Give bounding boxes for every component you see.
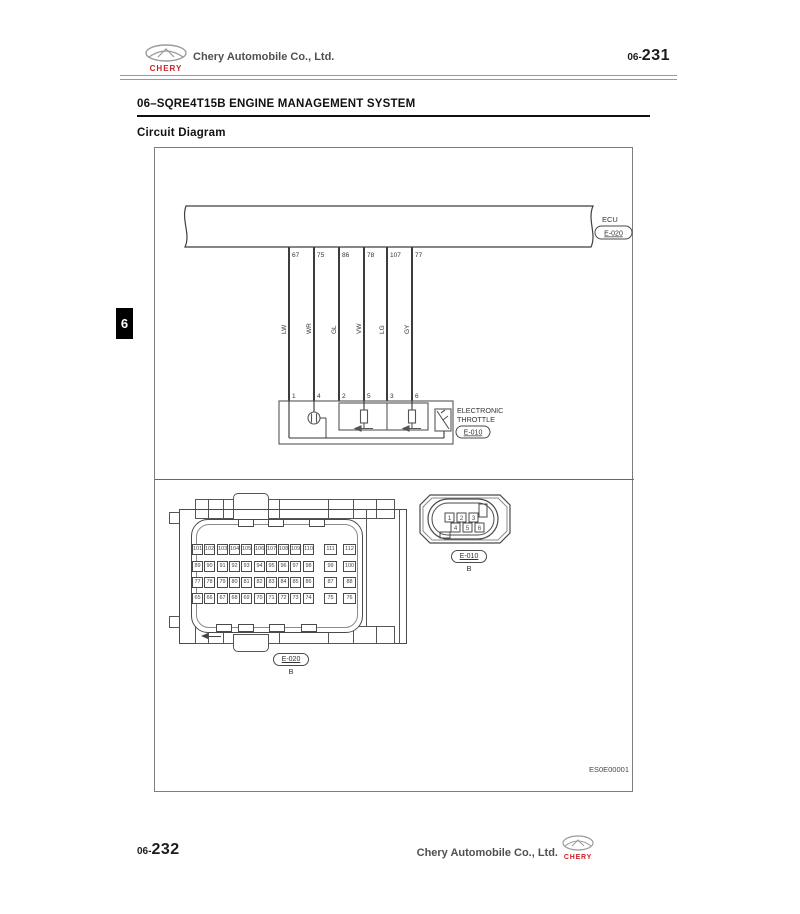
orientation-arrowhead-icon bbox=[201, 633, 208, 639]
footer-page-number bbox=[137, 841, 180, 859]
chery-logo bbox=[143, 44, 189, 74]
wire-color-label: GL bbox=[331, 325, 338, 334]
throttle-connector-pin-number: 6 bbox=[477, 526, 482, 532]
connector-pin-cell: 105 bbox=[241, 544, 252, 555]
section-title-rule bbox=[137, 115, 650, 117]
wire-color-label: VW bbox=[356, 323, 363, 334]
connector-pin-cell: 100 bbox=[343, 561, 356, 572]
connector-pin-cell: 104 bbox=[229, 544, 240, 555]
throttle-pin-number: 4 bbox=[317, 393, 321, 400]
section-title: 06–SQRE4T15B ENGINE MANAGEMENT SYSTEM bbox=[137, 98, 416, 110]
logo-wordmark: CHERY bbox=[149, 64, 183, 73]
throttle-connector-pin-number: 3 bbox=[471, 516, 476, 522]
logo-a-icon bbox=[158, 49, 174, 57]
drawing-code: ES0E00001 bbox=[588, 765, 629, 774]
throttle-connector-pins bbox=[445, 513, 484, 532]
connector-pin-cell: 75 bbox=[324, 593, 337, 604]
connector-pin-cell: 110 bbox=[303, 544, 314, 555]
connector-pin-cell: 92 bbox=[229, 561, 240, 572]
wire-color-label: WR bbox=[306, 323, 313, 334]
ecu-pin-number: 67 bbox=[292, 252, 300, 259]
logo-wordmark: CHERY bbox=[563, 854, 593, 861]
motor-symbol-icon bbox=[308, 412, 320, 424]
throttle-connector-variant: B bbox=[466, 564, 472, 573]
diagram-section-divider bbox=[155, 479, 634, 480]
connector-pin-cell: 111 bbox=[324, 544, 337, 555]
orientation-arrow-icon bbox=[207, 636, 221, 637]
ecu-connector-badge: E-020 bbox=[604, 230, 623, 238]
header-page-prefix: 06- bbox=[627, 52, 642, 63]
connector-pin-cell: 82 bbox=[254, 577, 265, 588]
ecu-label: ECU bbox=[602, 215, 618, 224]
logo-wing-icon bbox=[565, 841, 591, 846]
connector-pin-cell: 89 bbox=[192, 561, 203, 572]
connector-pin-cell: 78 bbox=[204, 577, 215, 588]
throttle-connector-ref-badge: E-010 bbox=[451, 550, 487, 563]
connector-pin-cell: 101 bbox=[192, 544, 203, 555]
throttle-label-line2: THROTTLE bbox=[457, 415, 495, 424]
connector-pin-cell: 109 bbox=[290, 544, 301, 555]
ecu-pin-number: 75 bbox=[317, 252, 325, 259]
throttle-connector-pin-number: 2 bbox=[459, 516, 464, 522]
footer-page-prefix: 06- bbox=[137, 846, 152, 857]
ecu-pin-number: 77 bbox=[415, 252, 423, 259]
connector-pin-cell: 85 bbox=[290, 577, 301, 588]
connector-pin-cell: 91 bbox=[217, 561, 228, 572]
connector-pin-cell: 73 bbox=[290, 593, 301, 604]
connector-pin-cell: 98 bbox=[303, 561, 314, 572]
footer-chery-logo bbox=[561, 835, 595, 863]
ecu-pin-number: 86 bbox=[342, 252, 350, 259]
connector-pin-cell: 81 bbox=[241, 577, 252, 588]
connector-pin-cell: 65 bbox=[192, 593, 203, 604]
connector-pin-cell: 83 bbox=[266, 577, 277, 588]
ecu-pin-number: 78 bbox=[367, 252, 375, 259]
throttle-pin-number: 5 bbox=[367, 393, 371, 400]
ecu-band-shape bbox=[185, 206, 593, 247]
ecu-connector-variant: B bbox=[288, 667, 294, 676]
wiring-schematic bbox=[155, 148, 634, 479]
connector-pin-cell: 103 bbox=[217, 544, 228, 555]
connector-pin-cell: 66 bbox=[204, 593, 215, 604]
throttle-connector-key-tab bbox=[479, 504, 487, 517]
throttle-pin-number: 2 bbox=[342, 393, 346, 400]
connector-pin-cell: 96 bbox=[278, 561, 289, 572]
ecu-pin-number: 107 bbox=[390, 252, 401, 259]
footer-page-num: 232 bbox=[151, 841, 180, 858]
chapter-side-tab: 6 bbox=[116, 308, 133, 339]
connector-pin-cell: 77 bbox=[192, 577, 203, 588]
throttle-pin-number: 6 bbox=[415, 393, 419, 400]
header-divider bbox=[120, 75, 677, 80]
throttle-sensor-box bbox=[339, 403, 428, 430]
circuit-diagram-frame bbox=[154, 147, 633, 792]
ecu-connector-ref-badge: E-020 bbox=[273, 653, 309, 666]
connector-pin-cell: 74 bbox=[303, 593, 314, 604]
potentiometer-2-icon bbox=[409, 410, 416, 423]
connector-pin-cell: 102 bbox=[204, 544, 215, 555]
throttle-connector-pin-number: 5 bbox=[465, 526, 470, 532]
logo-wing-icon bbox=[149, 51, 183, 57]
logo-ellipse-icon bbox=[563, 836, 593, 850]
connector-pin-cell: 76 bbox=[343, 593, 356, 604]
connector-pin-cell: 93 bbox=[241, 561, 252, 572]
header-company: Chery Automobile Co., Ltd. bbox=[193, 51, 335, 63]
throttle-box-group bbox=[279, 401, 453, 444]
footer-company: Chery Automobile Co., Ltd. bbox=[416, 847, 558, 859]
circuit-diagram-heading: Circuit Diagram bbox=[137, 127, 226, 139]
connector-pin-cell: 90 bbox=[204, 561, 215, 572]
connector-pin-cell: 95 bbox=[266, 561, 277, 572]
header-page-number bbox=[560, 47, 670, 65]
throttle-label-line1: ELECTRONIC bbox=[457, 406, 504, 415]
wires-layer bbox=[281, 248, 423, 402]
wire-color-label: LG bbox=[379, 325, 386, 334]
connector-pin-cell: 87 bbox=[324, 577, 337, 588]
connector-pin-cell: 112 bbox=[343, 544, 356, 555]
connector-pin-cell: 79 bbox=[217, 577, 228, 588]
connector-pin-cell: 86 bbox=[303, 577, 314, 588]
connector-pin-cell: 67 bbox=[217, 593, 228, 604]
ecu-connector-bottom-latch bbox=[233, 634, 269, 652]
wire-color-label: LW bbox=[281, 324, 288, 334]
connector-pin-cell: 70 bbox=[254, 593, 265, 604]
throttle-connector-pin-number: 4 bbox=[453, 526, 458, 532]
connector-pin-cell: 72 bbox=[278, 593, 289, 604]
header-page-num: 231 bbox=[641, 47, 670, 64]
logo-ellipse-icon bbox=[146, 45, 186, 61]
connector-pin-cell: 106 bbox=[254, 544, 265, 555]
throttle-connector-view bbox=[413, 488, 517, 550]
connector-pin-cell: 84 bbox=[278, 577, 289, 588]
wire-color-label: GY bbox=[404, 324, 411, 334]
connector-pin-cell: 99 bbox=[324, 561, 337, 572]
ecu-connector-shell-inner bbox=[196, 524, 358, 628]
throttle-connector-badge: E-010 bbox=[463, 429, 483, 437]
connector-pin-cell: 80 bbox=[229, 577, 240, 588]
connector-pin-cell: 97 bbox=[290, 561, 301, 572]
connector-pin-cell: 108 bbox=[278, 544, 289, 555]
throttle-pin-number: 1 bbox=[292, 393, 296, 400]
potentiometer-1-icon bbox=[361, 410, 368, 423]
connector-pin-cell: 94 bbox=[254, 561, 265, 572]
throttle-pin-number: 3 bbox=[390, 393, 394, 400]
connector-pin-cell: 71 bbox=[266, 593, 277, 604]
connector-pin-cell: 88 bbox=[343, 577, 356, 588]
connector-pin-cell: 69 bbox=[241, 593, 252, 604]
throttle-connector-pin-number: 1 bbox=[447, 516, 452, 522]
connector-pin-cell: 68 bbox=[229, 593, 240, 604]
connector-pin-cell: 107 bbox=[266, 544, 277, 555]
